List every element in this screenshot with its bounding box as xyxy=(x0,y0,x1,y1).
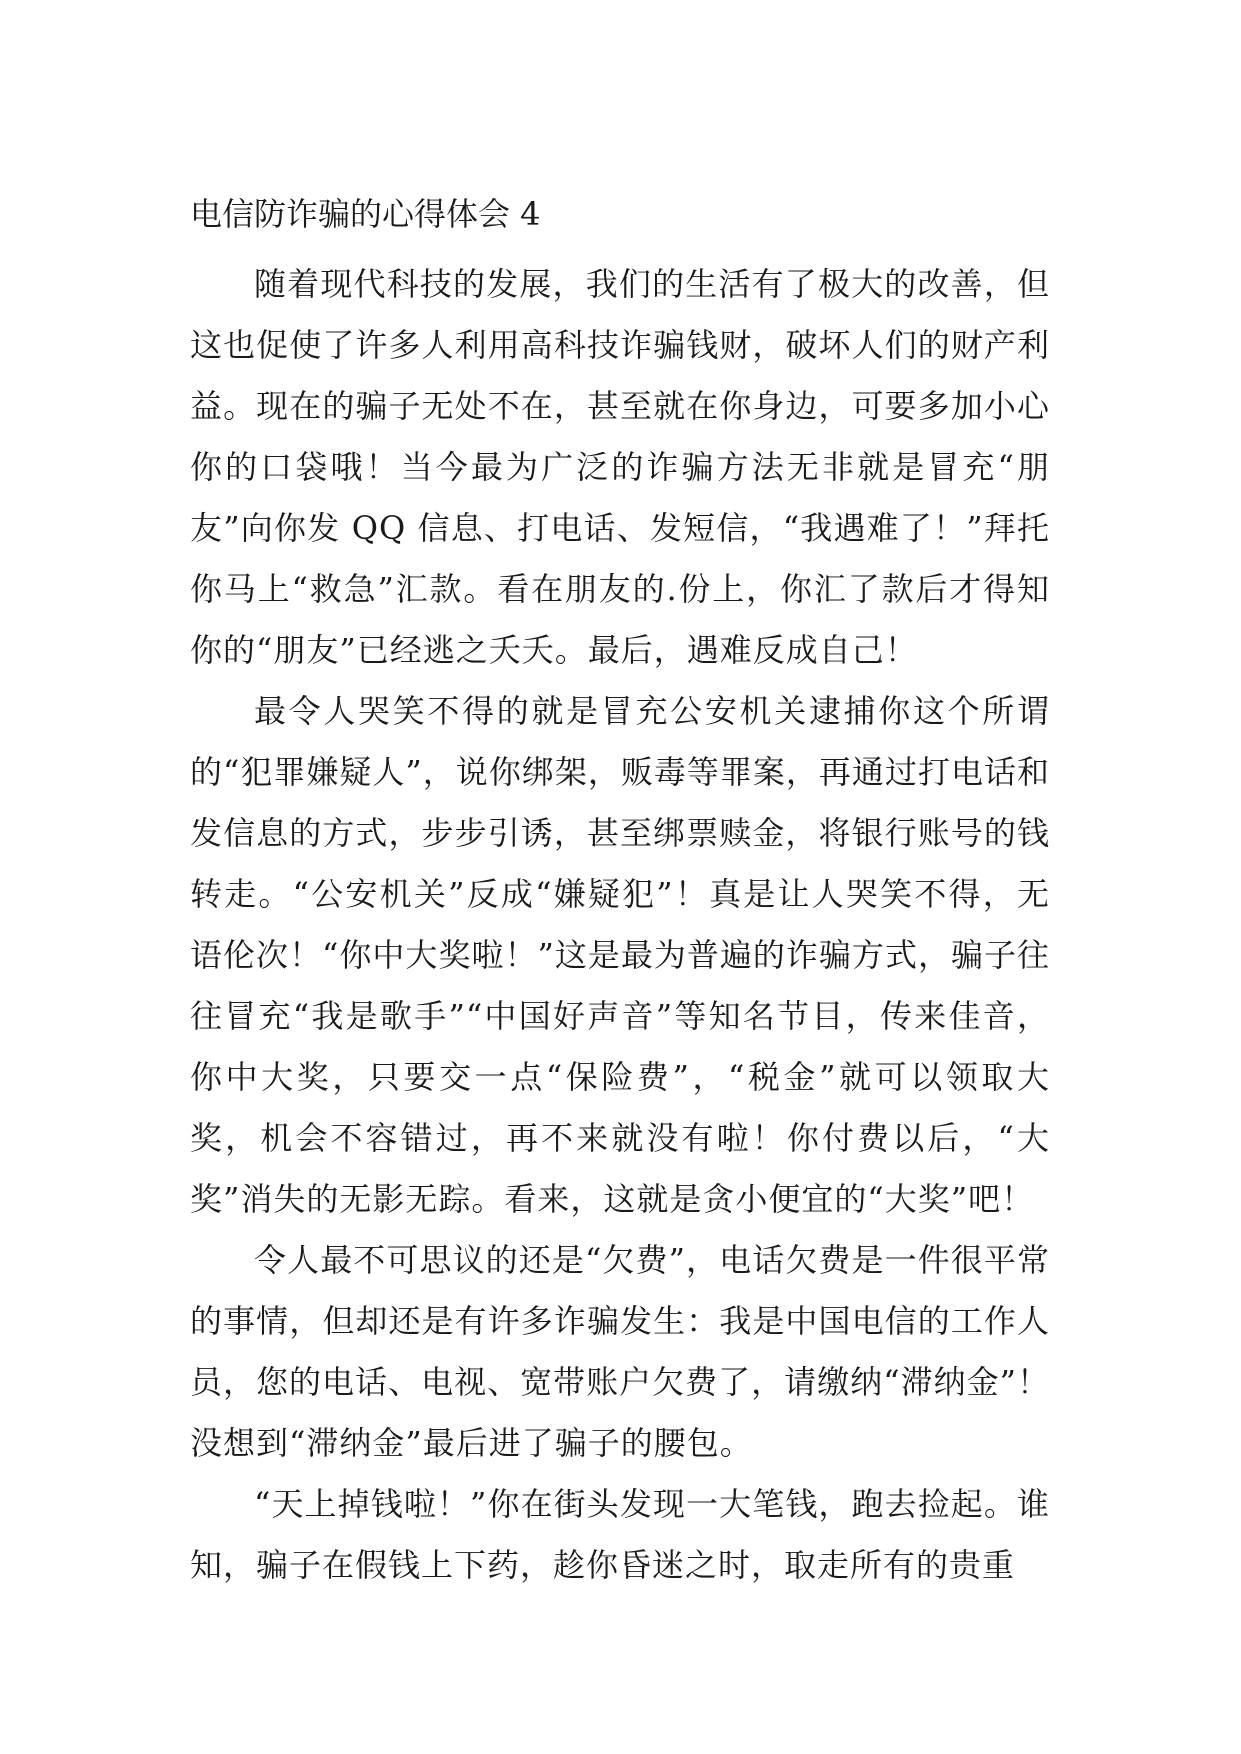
paragraph-3: 令人最不可思议的还是“欠费”，电话欠费是一件很平常的事情，但却还是有许多诈骗发生：我是中国电信的工作人员，您的电话、电视、宽带账户欠费了，请缴纳“滞纳金”！没想到“滞纳金”最后进了骗子的腰包。 xyxy=(190,1241,1050,1462)
document-title: 电信防诈骗的心得体会 4 xyxy=(190,195,541,233)
document-body xyxy=(190,254,1050,1596)
paragraph-2: 最令人哭笑不得的就是冒充公安机关逮捕你这个所谓的“犯罪嫌疑人”，说你绑架，贩毒等罪案，再通过打电话和发信息的方式，步步引诱，甚至绑票赎金，将银行账号的钱转走。“公安机关”反成“嫌疑犯”！真是让人哭笑不得，无语伦次！“你中大奖啦！”这是最为普遍的诈骗方式，骗子往往冒充“我是歌手”“中国好声音”等知名节目，传来佳音，你中大奖，只要交一点“保险费”，“税金”就可以领取大奖，机会不容错过，再不来就没有啦！你付费以后，“大奖”消失的无影无踪。看来，这就是贪小便宜的“大奖”吧！ xyxy=(190,692,1050,1218)
paragraph-1: 随着现代科技的发展，我们的生活有了极大的改善，但这也促使了许多人利用高科技诈骗钱财，破坏人们的财产利益。现在的骗子无处不在，甚至就在你身边，可要多加小心你的口袋哦！当今最为广泛的诈骗方法无非就是冒充“朋友”向你发 QQ 信息、打电话、发短信，“我遇难了！”拜托你马上“救急”汇款。看在朋友的.份上，你汇了款后才得知你的“朋友”已经逃之夭夭。最后，遇难反成自己！ xyxy=(190,265,1050,669)
paragraph-4: “天上掉钱啦！”你在街头发现一大笔钱，跑去捡起。谁知，骗子在假钱上下药，趁你昏迷之时，取走所有的贵重 xyxy=(190,1485,1050,1584)
